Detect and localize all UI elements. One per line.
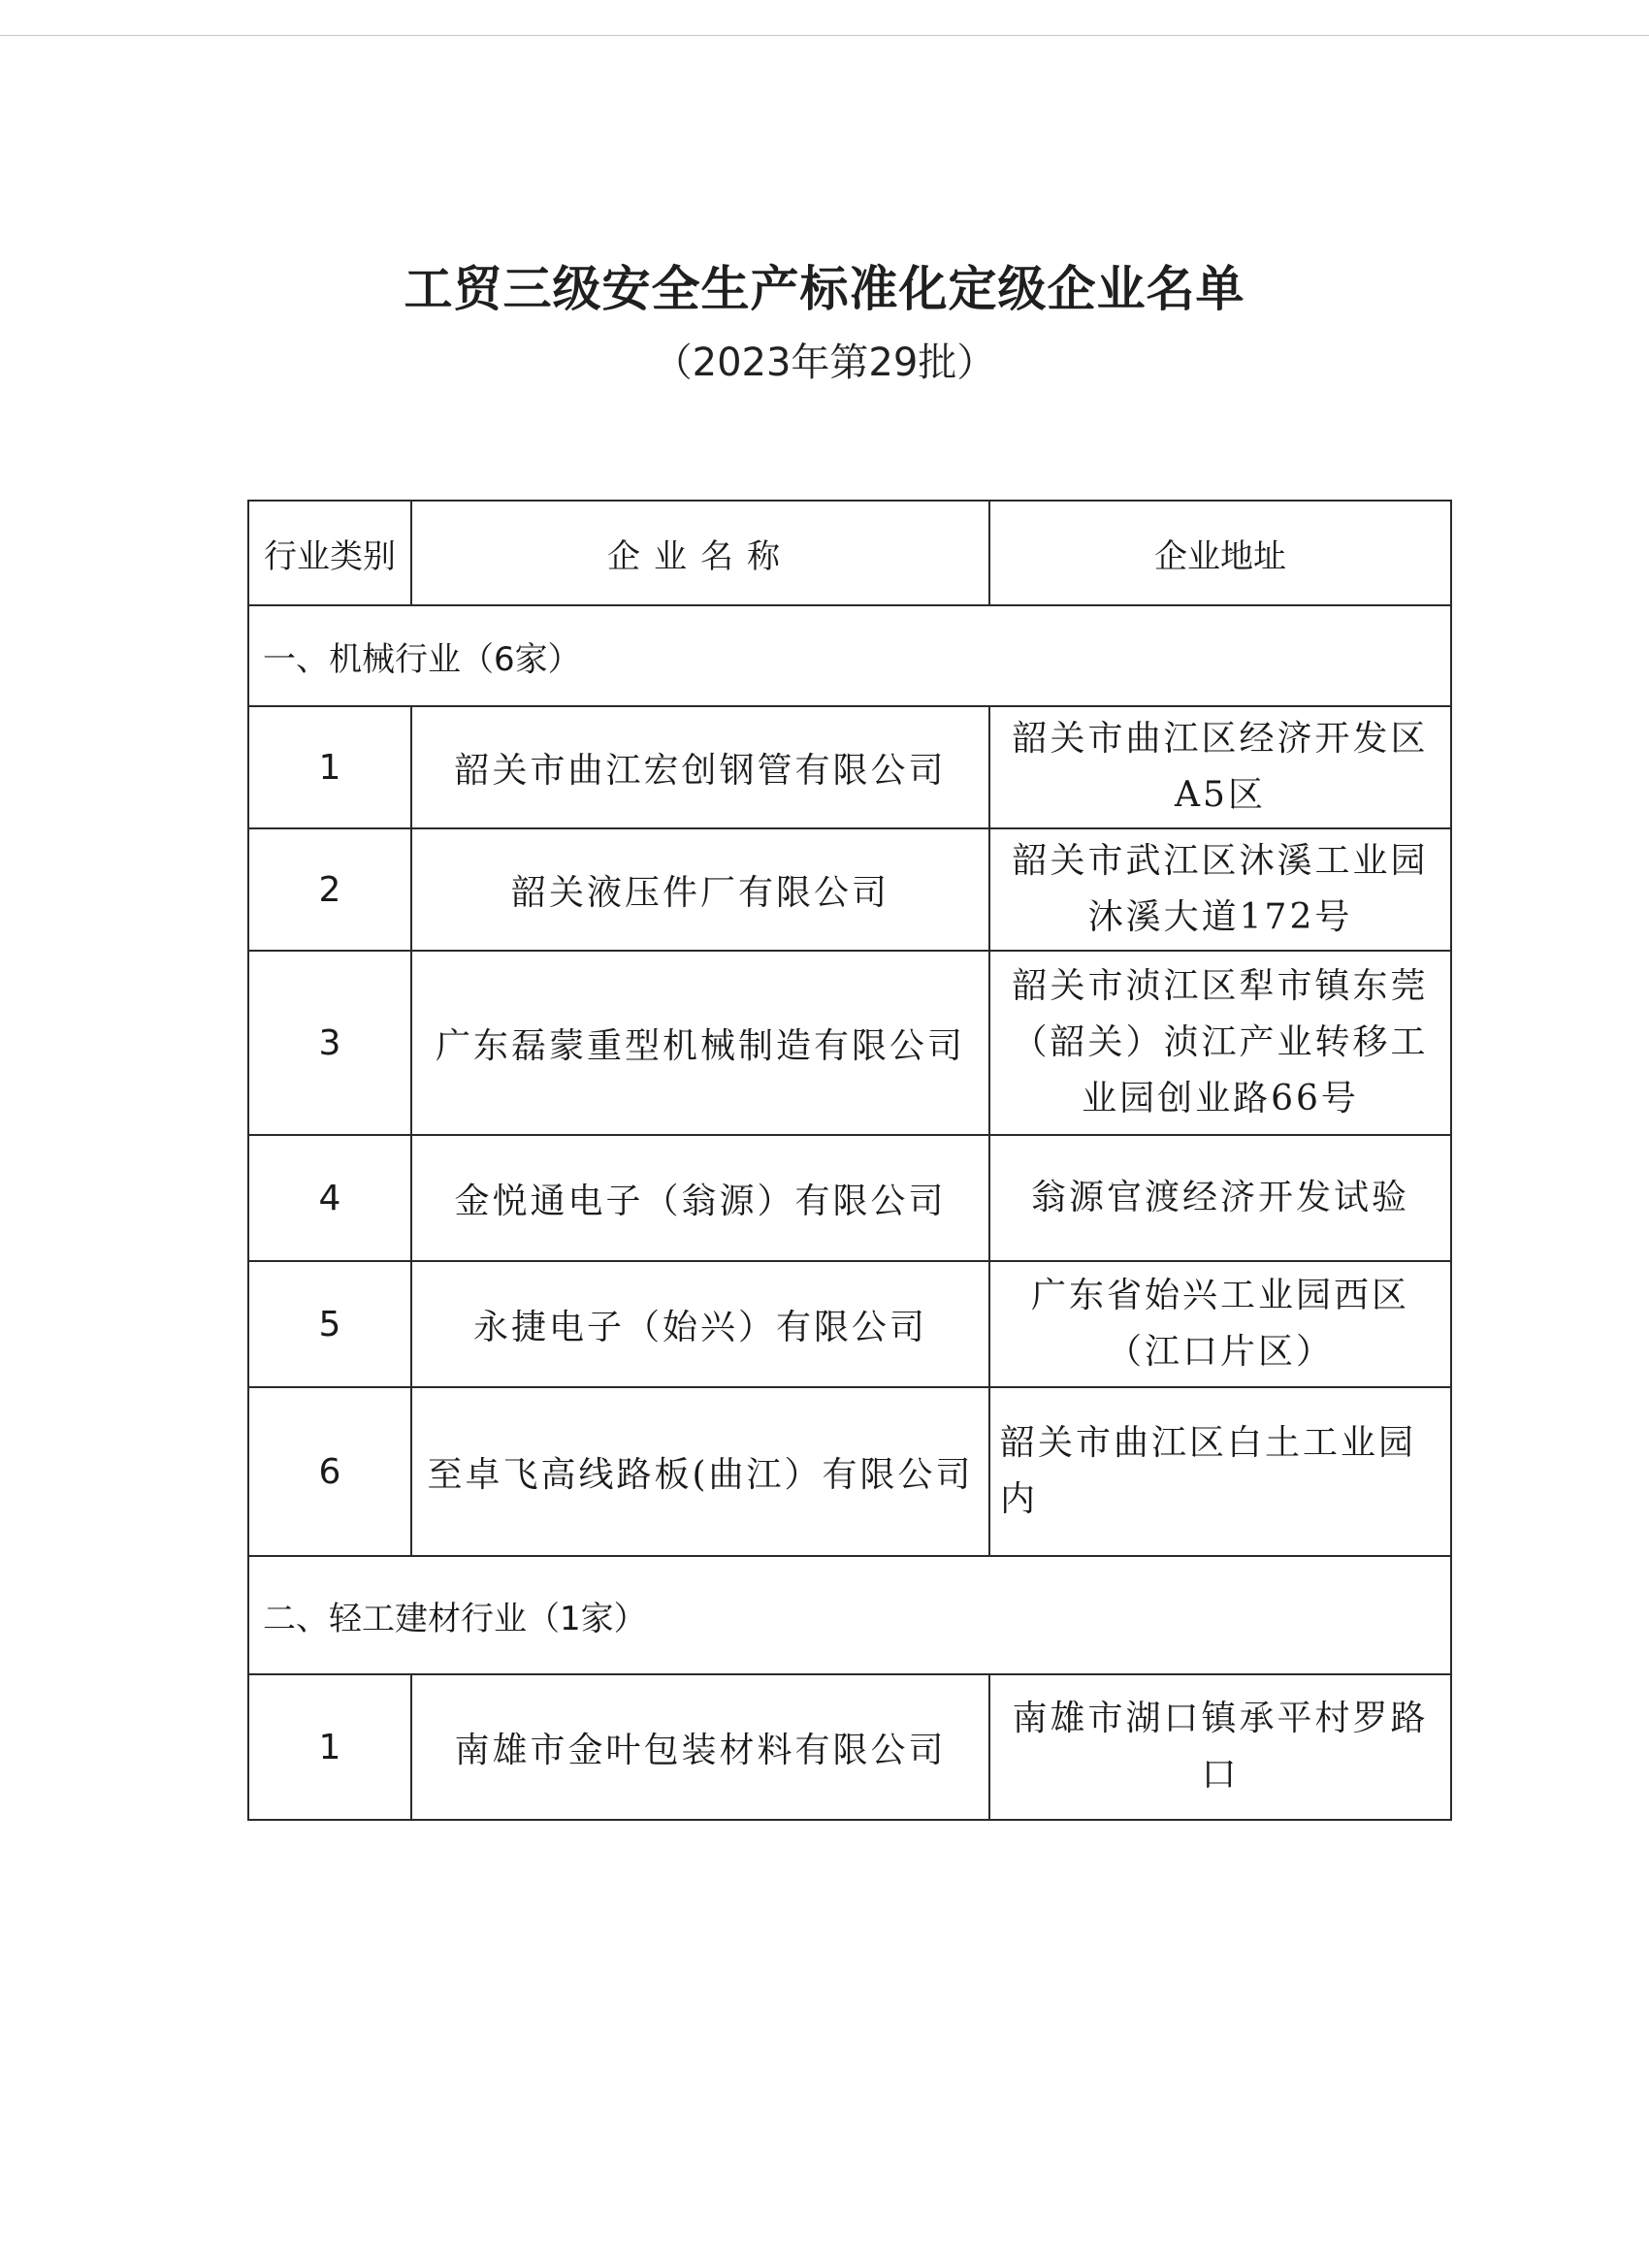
table-row	[248, 1135, 1451, 1261]
row-number: 3	[248, 951, 411, 1135]
table-row	[248, 1674, 1451, 1820]
table-row	[248, 706, 1451, 828]
row-number: 6	[248, 1387, 411, 1556]
company-name: 金悦通电子（翁源）有限公司	[411, 1135, 989, 1261]
row-number: 1	[248, 1674, 411, 1820]
row-number: 1	[248, 706, 411, 828]
section-heading-light-industry: 二、轻工建材行业（1家）	[248, 1556, 1451, 1674]
company-name: 广东磊蒙重型机械制造有限公司	[411, 951, 989, 1135]
company-name: 韶关液压件厂有限公司	[411, 828, 989, 951]
company-name: 南雄市金叶包装材料有限公司	[411, 1674, 989, 1820]
table-header-row	[248, 501, 1451, 605]
company-name: 韶关市曲江宏创钢管有限公司	[411, 706, 989, 828]
company-name: 永捷电子（始兴）有限公司	[411, 1261, 989, 1387]
row-number: 4	[248, 1135, 411, 1261]
header-company-address: 企业地址	[989, 501, 1451, 605]
table-row	[248, 1387, 1451, 1556]
company-address: 广东省始兴工业园西区（江口片区）	[989, 1261, 1451, 1387]
company-address: 南雄市湖口镇承平村罗路口	[989, 1674, 1451, 1820]
scan-edge-line	[0, 35, 1649, 36]
company-list-table	[247, 500, 1452, 1821]
company-address: 韶关市武江区沐溪工业园沐溪大道172号	[989, 828, 1451, 951]
section-row	[248, 605, 1451, 706]
company-address: 翁源官渡经济开发试验	[989, 1135, 1451, 1261]
company-address: 韶关市浈江区犁市镇东莞（韶关）浈江产业转移工业园创业路66号	[989, 951, 1451, 1135]
company-address: 韶关市曲江区白土工业园内	[989, 1387, 1451, 1556]
table-row	[248, 951, 1451, 1135]
row-number: 2	[248, 828, 411, 951]
section-heading-machinery: 一、机械行业（6家）	[248, 605, 1451, 706]
document-subtitle: （2023年第29批）	[653, 340, 996, 385]
header-company-name: 企业名称	[411, 501, 989, 605]
document-title: 工贸三级安全生产标准化定级企业名单	[404, 260, 1245, 317]
row-number: 5	[248, 1261, 411, 1387]
header-industry-category: 行业类别	[248, 501, 411, 605]
table-row	[248, 1261, 1451, 1387]
table-row	[248, 828, 1451, 951]
company-name: 至卓飞高线路板(曲江）有限公司	[411, 1387, 989, 1556]
section-row	[248, 1556, 1451, 1674]
company-address: 韶关市曲江区经济开发区A5区	[989, 706, 1451, 828]
